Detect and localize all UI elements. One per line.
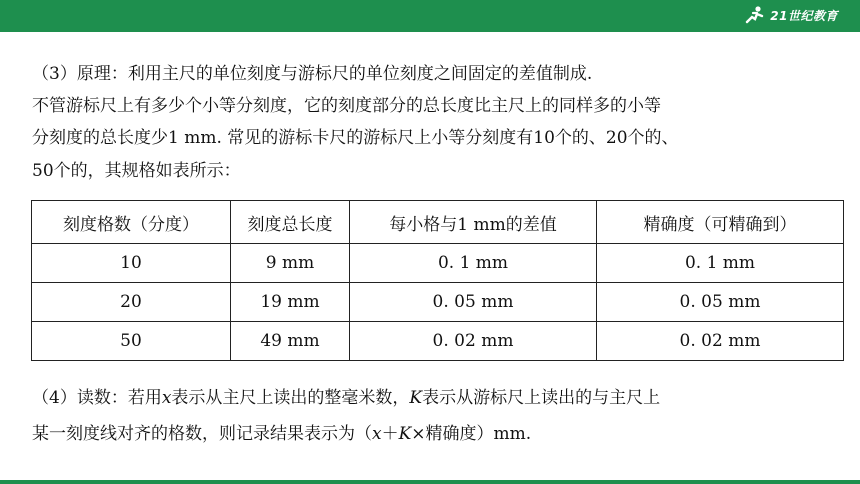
table-cell: 9 mm xyxy=(231,244,350,283)
top-banner xyxy=(0,0,860,32)
principle-line-4: 50个的，其规格如表所示： xyxy=(32,161,241,181)
logo-text: 21世纪教育 xyxy=(770,8,838,23)
table-cell: 0. 02 mm xyxy=(597,322,844,361)
header-difference: 每小格与1 mm的差值 xyxy=(350,201,597,244)
brand-logo xyxy=(744,4,838,26)
variable-k: K xyxy=(398,424,412,444)
variable-x: x xyxy=(372,424,382,444)
principle-line-2: 不管游标尺上有多少个小等分刻度，它的刻度部分的总长度比主尺上的同样多的小等 xyxy=(32,96,661,116)
table-cell: 0. 05 mm xyxy=(597,283,844,322)
reading-text: ×精确度）mm. xyxy=(411,424,532,444)
variable-x: x xyxy=(161,388,172,408)
table-row xyxy=(32,283,844,322)
reading-line-2 xyxy=(32,424,531,444)
header-precision: 精确度（可精确到） xyxy=(597,201,844,244)
reading-text: 某一刻度线对齐的格数，则记录结果表示为（ xyxy=(32,424,372,444)
table-cell: 0. 05 mm xyxy=(350,283,597,322)
principle-line-3: 分刻度的总长度少1 mm. 常见的游标卡尺的游标尺上小等分刻度有10个的、20个的、 xyxy=(32,128,679,148)
table-row xyxy=(32,244,844,283)
table-cell: 0. 1 mm xyxy=(597,244,844,283)
table-cell: 0. 02 mm xyxy=(350,322,597,361)
runner-icon xyxy=(744,5,766,25)
bottom-rule xyxy=(0,480,860,484)
table-cell: 10 xyxy=(32,244,231,283)
header-divisions: 刻度格数（分度） xyxy=(32,201,231,244)
variable-k: K xyxy=(409,388,423,408)
table-cell: 20 xyxy=(32,283,231,322)
table-row xyxy=(32,322,844,361)
reading-text: 表示从游标尺上读出的与主尺上 xyxy=(422,388,661,408)
table-cell: 19 mm xyxy=(231,283,350,322)
plus-sign: ＋ xyxy=(381,424,399,444)
table-cell: 50 xyxy=(32,322,231,361)
vernier-spec-table xyxy=(31,200,844,361)
reading-line-1 xyxy=(32,388,660,408)
table-header-row xyxy=(32,201,844,244)
principle-line-1: （3）原理：利用主尺的单位刻度与游标尺的单位刻度之间固定的差值制成. xyxy=(32,64,593,84)
table-cell: 0. 1 mm xyxy=(350,244,597,283)
table-cell: 49 mm xyxy=(231,322,350,361)
reading-text: （4）读数：若用 xyxy=(32,388,162,408)
header-total-length: 刻度总长度 xyxy=(231,201,350,244)
reading-text: 表示从主尺上读出的整毫米数， xyxy=(171,388,410,408)
